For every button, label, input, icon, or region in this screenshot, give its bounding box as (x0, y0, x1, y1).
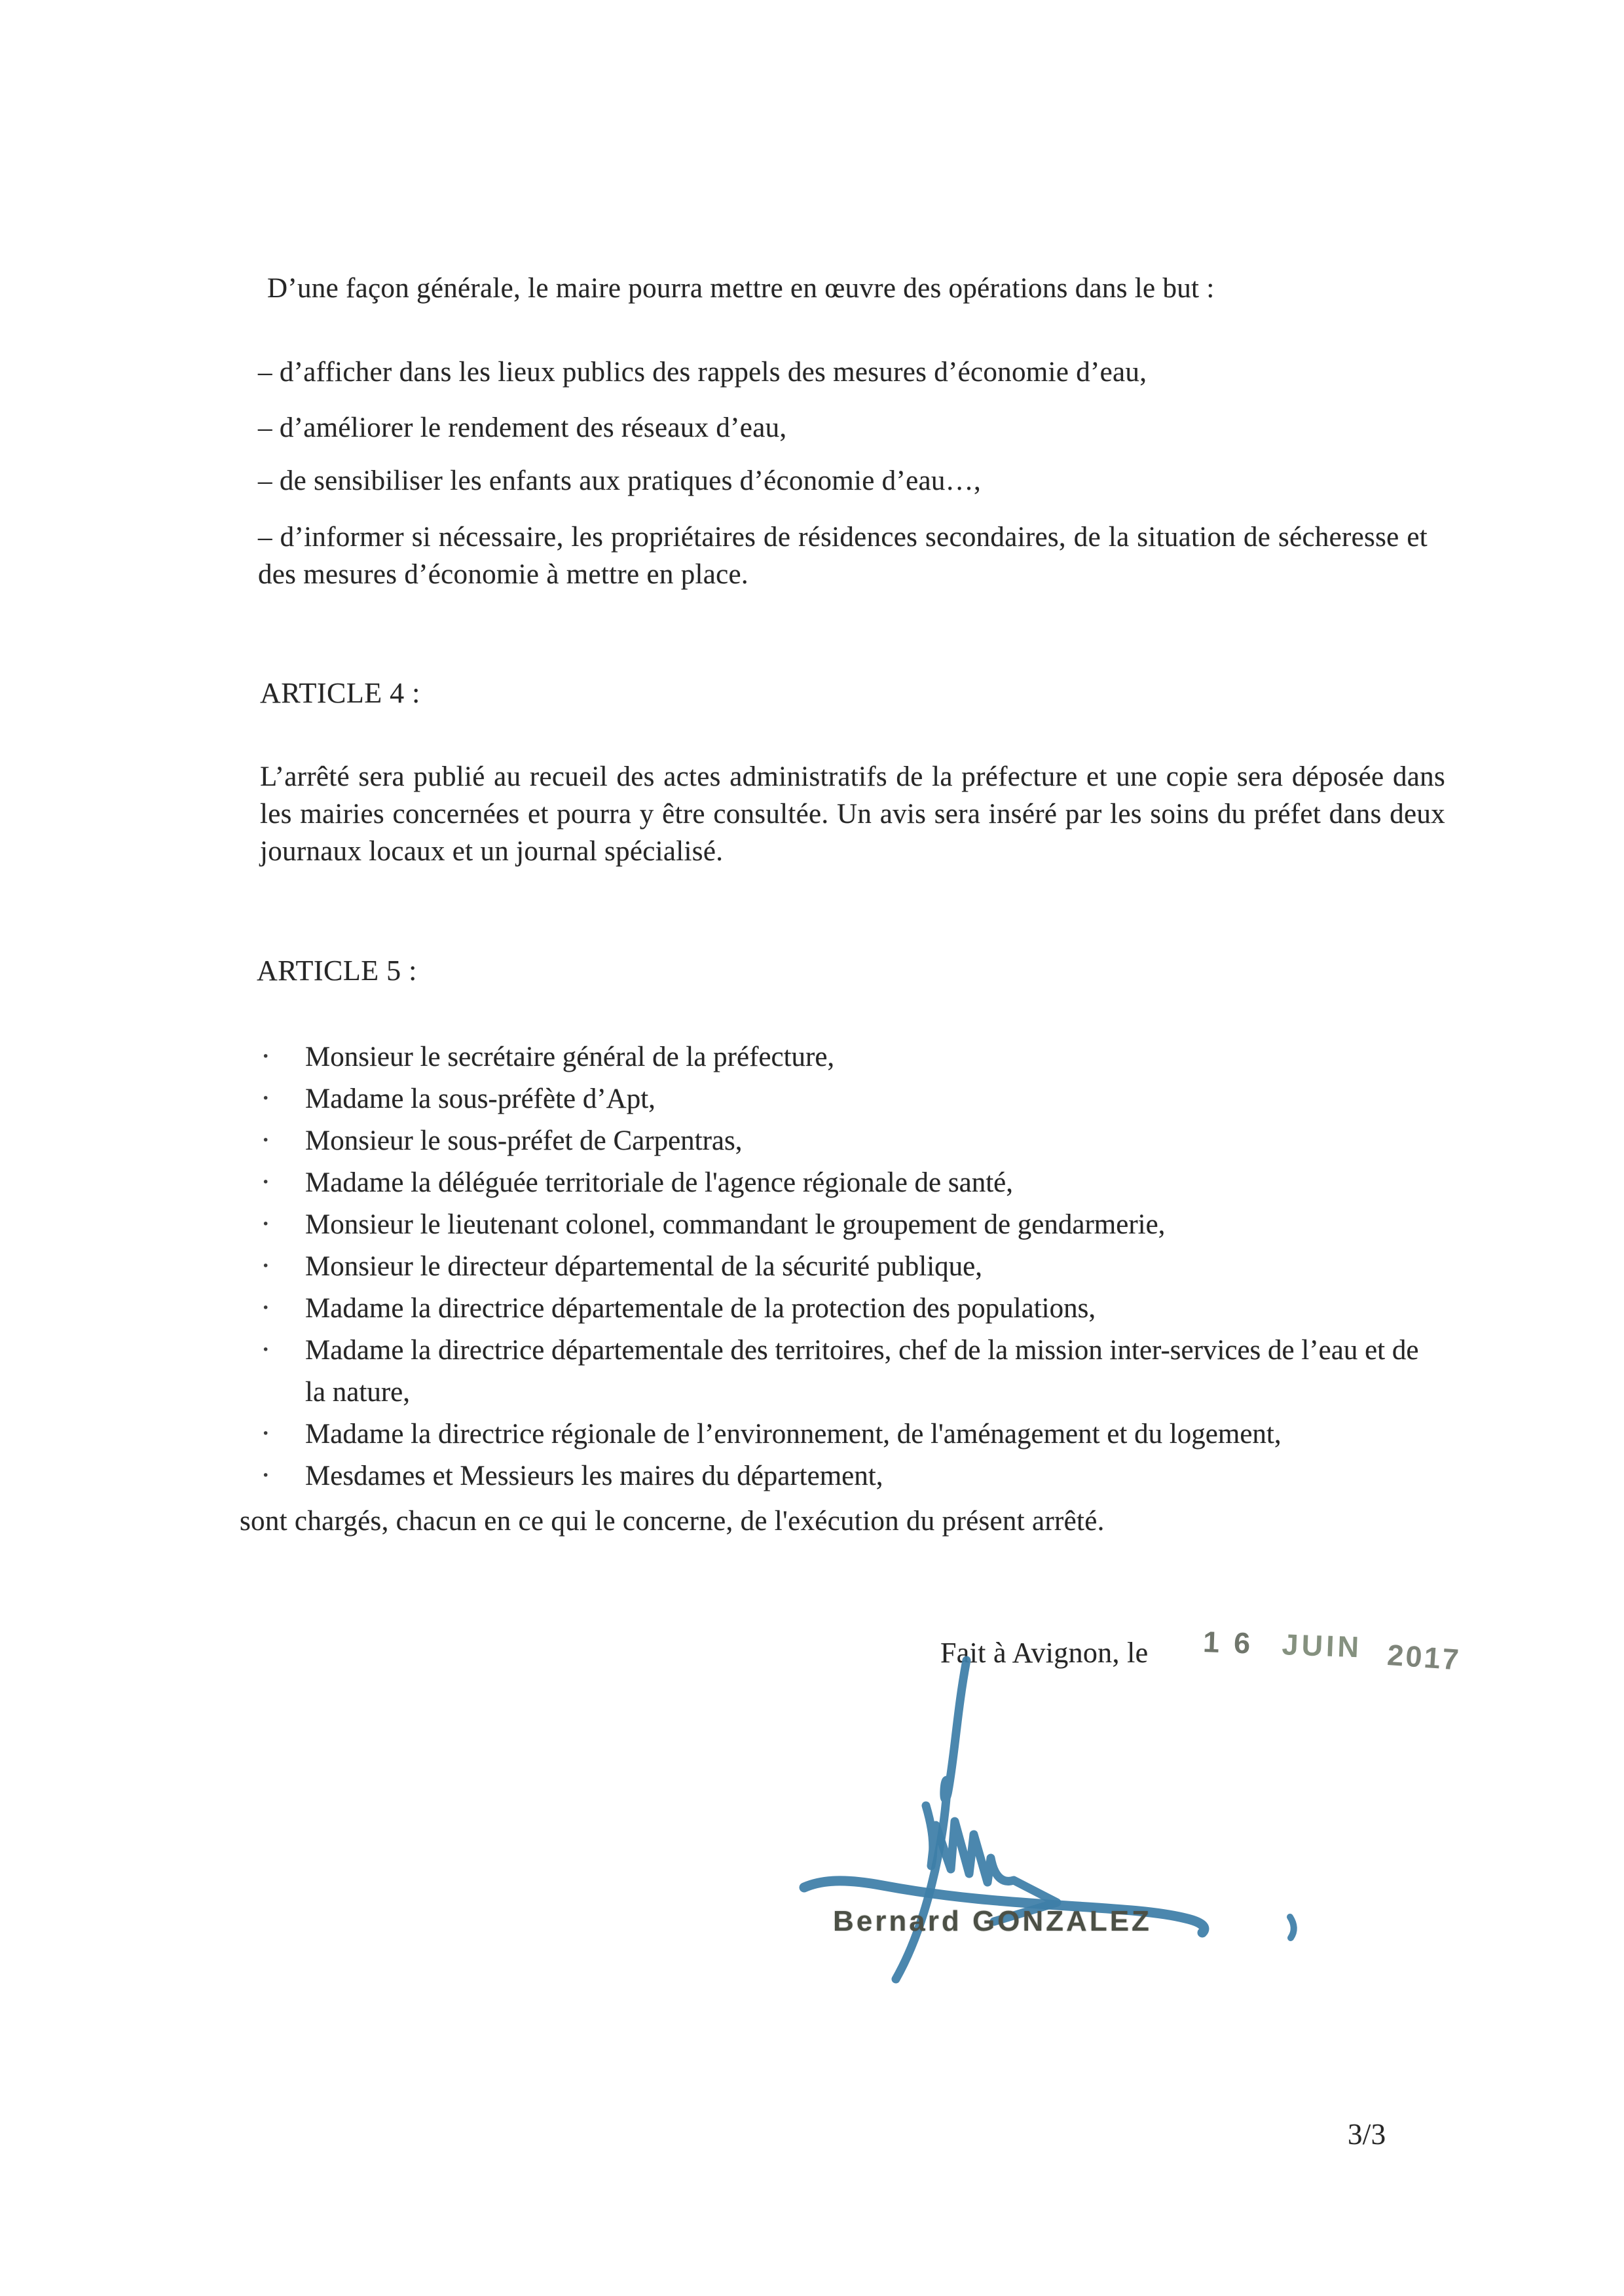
list-item (257, 1288, 1435, 1330)
bullet-marker: · (261, 1123, 271, 1156)
list-item (257, 1330, 1435, 1413)
stamp-day: 16 (1202, 1625, 1266, 1661)
dash-item: – de sensibiliser les enfants aux pratiques d’économie d’eau…, (258, 465, 982, 496)
list-item (257, 1162, 1435, 1204)
intro-paragraph: D’une façon générale, le maire pourra mettre en œuvre des opérations dans le but : (267, 273, 1215, 304)
list-item-text: Monsieur le directeur départemental de la sécurité publique, (305, 1251, 982, 1282)
article4-heading: ARTICLE 4 : (260, 677, 420, 709)
dash-item: – d’améliorer le rendement des réseaux d’eau, (258, 412, 787, 443)
bullet-marker: · (261, 1290, 271, 1324)
stamp-month: JUIN (1281, 1628, 1363, 1664)
place-date-line: Fait à Avignon, le (940, 1637, 1149, 1669)
signature-ink (786, 1650, 1323, 1990)
bullet-marker: · (261, 1458, 271, 1491)
bullet-marker: · (261, 1248, 271, 1282)
list-item (257, 1078, 1435, 1120)
bullet-marker: · (261, 1081, 271, 1114)
list-item-text: Madame la directrice départementale de la protection des populations, (305, 1293, 1096, 1324)
bullet-marker: · (261, 1416, 271, 1449)
signer-name: Bernard GONZALEZ (833, 1905, 1152, 1937)
stamp-year: 2017 (1386, 1637, 1462, 1677)
article4-body: L’arrêté sera publié au recueil des actes administratifs de la préfecture et une copie sera déposée dans les mairies concernées et pourra y être consultée. Un avis sera inséré par les soins du préfet dans deux journaux locaux et un journal spécialisé. (260, 761, 1445, 867)
list-item (257, 1413, 1435, 1455)
dash-item: – d’informer si nécessaire, les propriétaires de résidences secondaires, de la situation de sécheresse et des mesures d’économie à mettre en place. (258, 522, 1428, 590)
list-item (257, 1455, 1435, 1497)
list-item-text: Monsieur le lieutenant colonel, commandant le groupement de gendarmerie, (305, 1209, 1166, 1240)
list-item-text: Monsieur le sous-préfet de Carpentras, (305, 1125, 743, 1156)
list-item-text: Madame la directrice départementale des territoires, chef de la mission inter-services de l’eau et de la nature, (305, 1335, 1419, 1408)
dash-item: – d’afficher dans les lieux publics des rappels des mesures d’économie d’eau, (258, 357, 1147, 388)
list-item-text: Madame la sous-préfète d’Apt, (305, 1084, 655, 1114)
signature-ink-dot (1290, 1917, 1294, 1938)
bullet-marker: · (261, 1165, 271, 1198)
list-item-text: Madame la directrice régionale de l’environnement, de l'aménagement et du logement, (305, 1419, 1282, 1449)
list-item-text: Madame la déléguée territoriale de l'agence régionale de santé, (305, 1167, 1013, 1198)
list-item (257, 1120, 1435, 1162)
article5-list (257, 1036, 1435, 1497)
list-item-text: Mesdames et Messieurs les maires du département, (305, 1461, 883, 1491)
page-number: 3/3 (1348, 2118, 1386, 2151)
list-item (257, 1036, 1435, 1078)
bullet-marker: · (261, 1332, 271, 1366)
list-item (257, 1204, 1435, 1246)
bullet-marker: · (261, 1039, 271, 1072)
article5-heading: ARTICLE 5 : (257, 955, 417, 987)
bullet-marker: · (261, 1207, 271, 1240)
closing-paragraph: sont chargés, chacun en ce qui le concerne, de l'exécution du présent arrêté. (240, 1506, 1105, 1537)
list-item-text: Monsieur le secrétaire général de la préfecture, (305, 1042, 835, 1072)
list-item (257, 1246, 1435, 1288)
